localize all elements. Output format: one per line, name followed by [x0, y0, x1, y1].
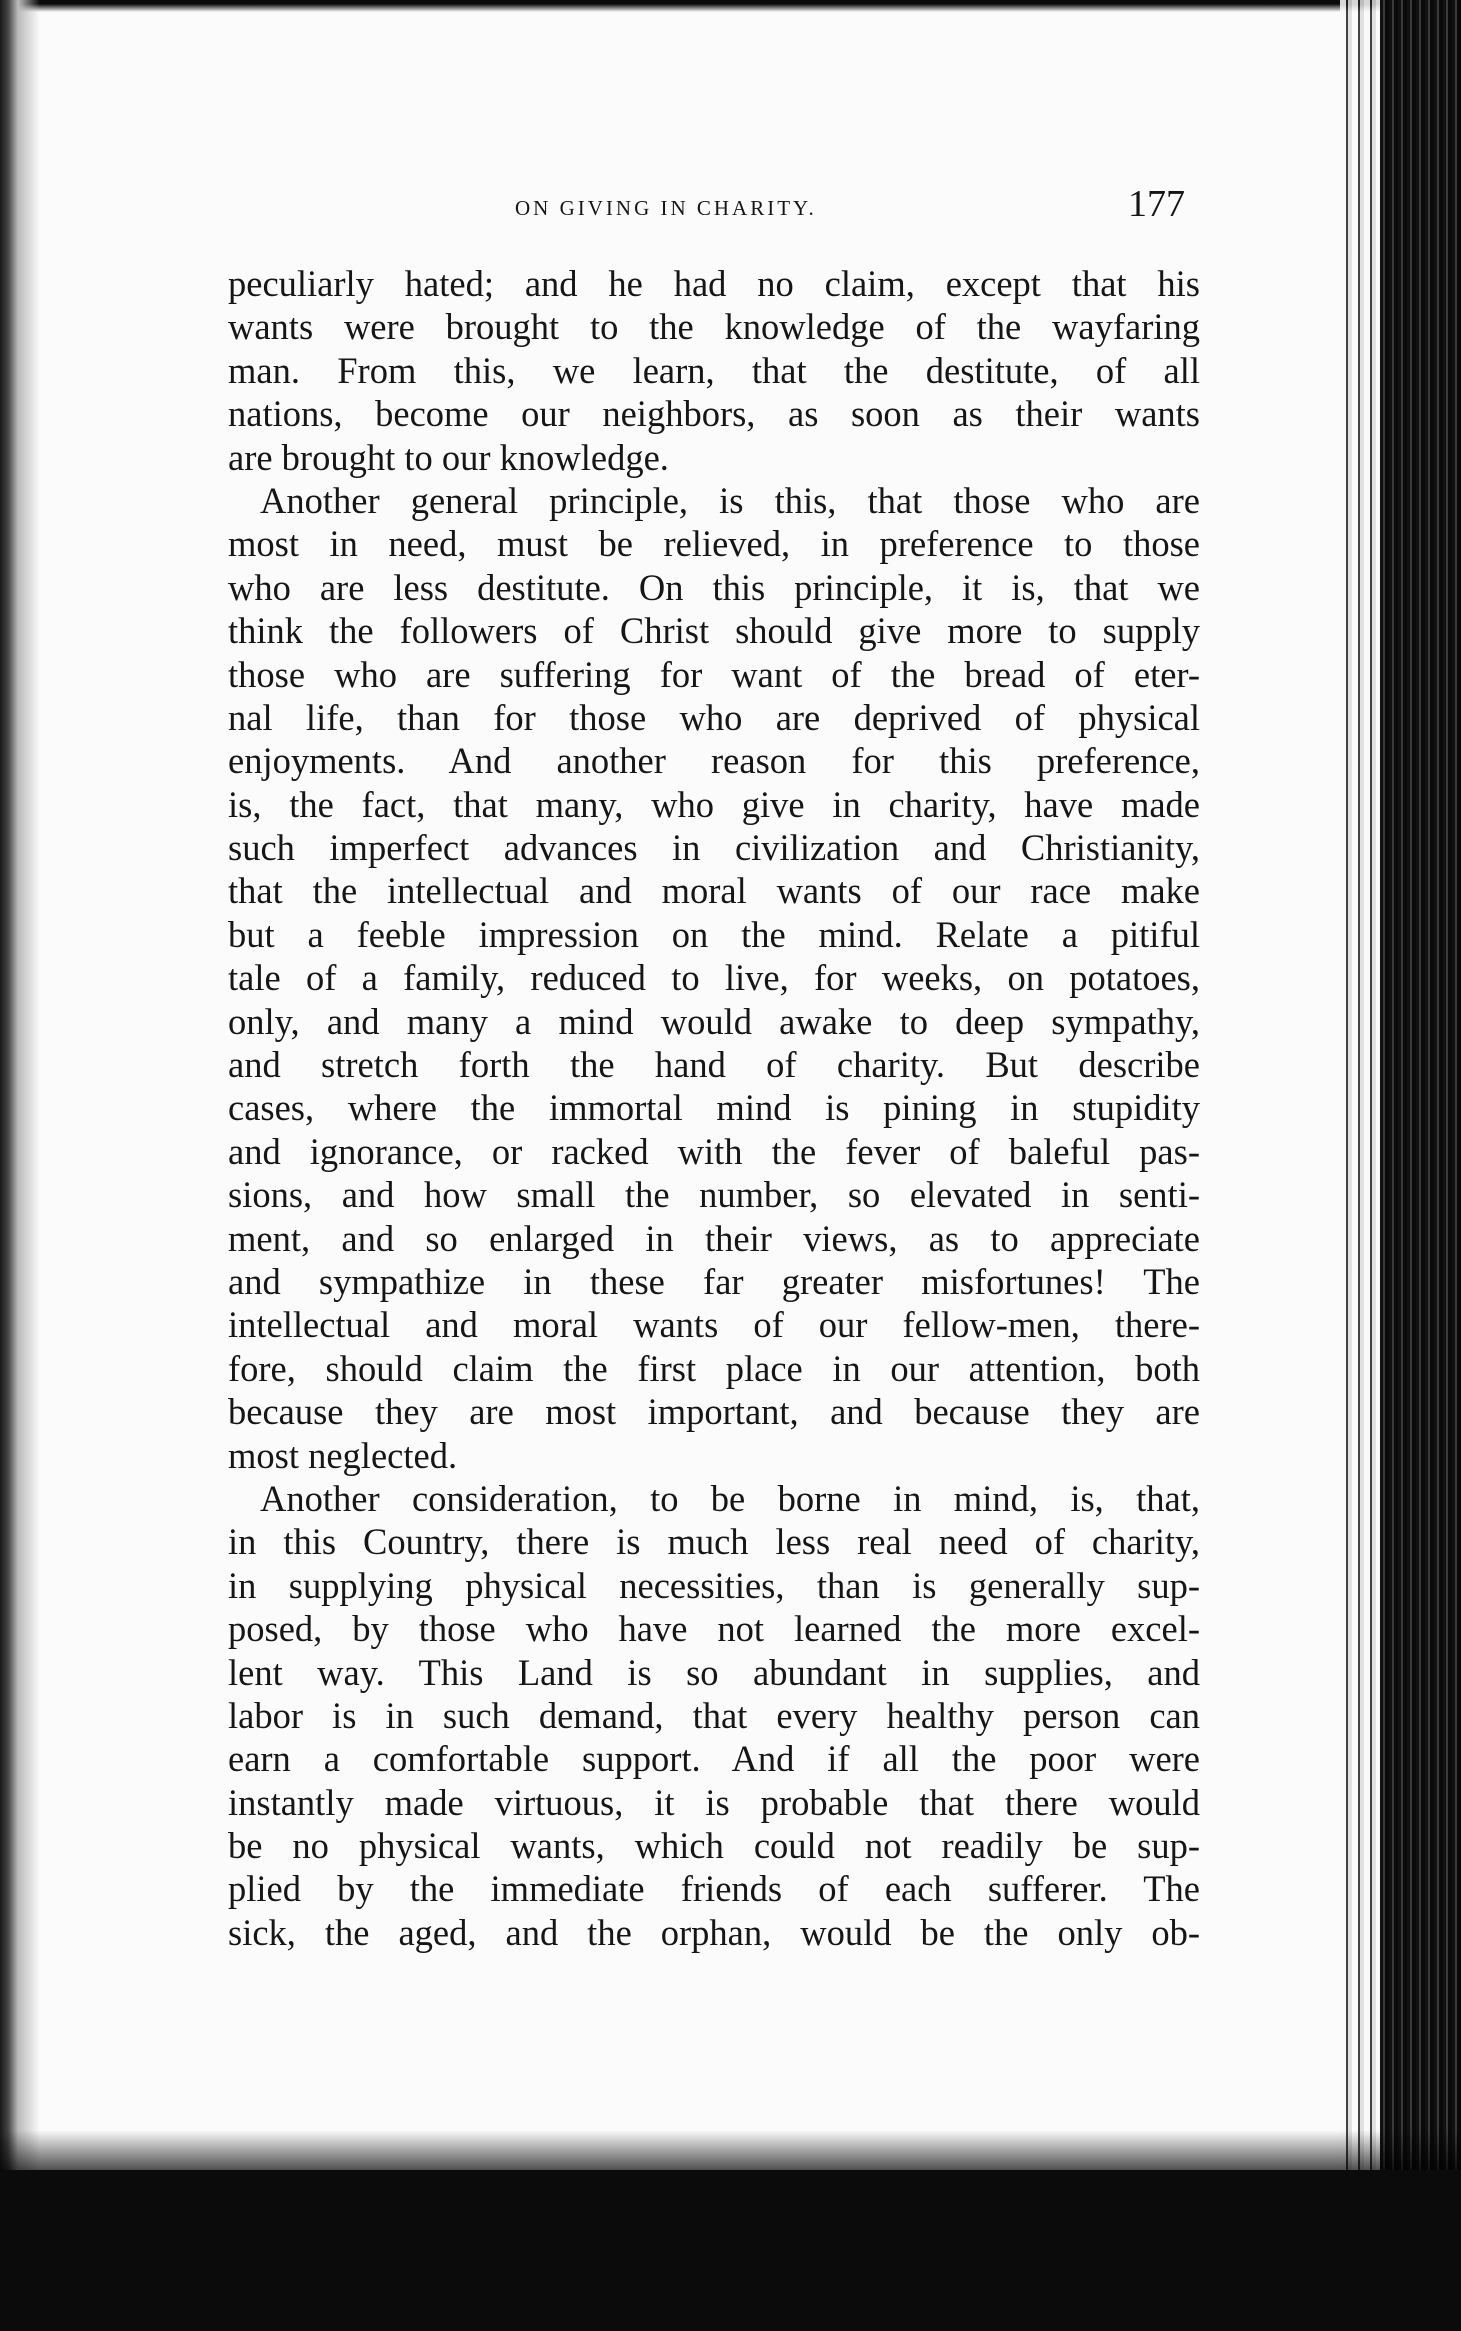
text-line: is, the fact, that many, who give in charity, have made	[228, 783, 1200, 825]
text-line: most neglected.	[228, 1434, 458, 1476]
page-number: 177	[1128, 183, 1185, 225]
text-line: intellectual and moral wants of our fellow-men, there-	[228, 1304, 1200, 1346]
text-line: enjoyments. And another reason for this preference,	[228, 740, 1200, 782]
text-line: such imperfect advances in civilization and Christianity,	[228, 827, 1200, 869]
paragraph-start-line: Another general principle, is this, that those who are	[260, 479, 1200, 521]
text-line: wants were brought to the knowledge of the wayfaring	[228, 306, 1200, 348]
text-line: because they are most important, and because they are	[228, 1391, 1200, 1433]
running-head	[228, 180, 1228, 240]
text-line: but a feeble impression on the mind. Relate a pitiful	[228, 913, 1200, 955]
text-line: only, and many a mind would awake to deep sympathy,	[228, 1000, 1200, 1042]
text-line: nal life, than for those who are deprived of physical	[228, 696, 1200, 738]
body-text	[228, 262, 1228, 1954]
text-line: those who are suffering for want of the bread of eter-	[228, 653, 1200, 695]
text-line: be no physical wants, which could not readily be sup-	[228, 1825, 1200, 1867]
text-line: in supplying physical necessities, than is generally sup-	[228, 1564, 1200, 1606]
text-line: who are less destitute. On this principle, it is, that we	[228, 566, 1200, 608]
text-line: earn a comfortable support. And if all the poor were	[228, 1738, 1200, 1780]
text-line: fore, should claim the first place in our attention, both	[228, 1347, 1200, 1389]
paragraph-start-line: Another consideration, to be borne in mind, is, that,	[260, 1477, 1200, 1519]
text-line: cases, where the immortal mind is pining in stupidity	[228, 1087, 1200, 1129]
running-title: ON GIVING IN CHARITY.	[515, 196, 817, 220]
text-line: labor is in such demand, that every healthy person can	[228, 1694, 1200, 1736]
scanner-border	[0, 2170, 1461, 2331]
text-line: peculiarly hated; and he had no claim, except that his	[228, 263, 1200, 304]
text-line: lent way. This Land is so abundant in supplies, and	[228, 1651, 1200, 1693]
text-line: instantly made virtuous, it is probable that there would	[228, 1781, 1200, 1823]
text-line: and sympathize in these far greater misfortunes! The	[228, 1260, 1200, 1302]
text-line: are brought to our knowledge.	[228, 436, 669, 478]
text-line: plied by the immediate friends of each sufferer. The	[228, 1868, 1200, 1910]
text-line: man. From this, we learn, that the destitute, of all	[228, 349, 1200, 391]
text-line: that the intellectual and moral wants of our race make	[228, 870, 1200, 912]
book-edge	[1380, 0, 1461, 2331]
text-line: most in need, must be relieved, in preference to those	[228, 523, 1200, 565]
text-line: and stretch forth the hand of charity. But describe	[228, 1044, 1200, 1086]
text-line: posed, by those who have not learned the more excel-	[228, 1608, 1200, 1650]
top-scan-edge	[0, 0, 1461, 12]
text-line: tale of a family, reduced to live, for weeks, on potatoes,	[228, 957, 1200, 999]
text-line: sions, and how small the number, so elevated in senti-	[228, 1174, 1200, 1216]
binding-shadow	[0, 0, 40, 2331]
text-line: and ignorance, or racked with the fever of baleful pas-	[228, 1130, 1200, 1172]
text-line: think the followers of Christ should give more to supply	[228, 610, 1200, 652]
text-line: nations, become our neighbors, as soon as their wants	[228, 393, 1200, 435]
page-stack-edge	[1340, 0, 1380, 2200]
book-page	[228, 180, 1228, 1953]
text-line: sick, the aged, and the orphan, would be the only ob-	[228, 1911, 1200, 1953]
text-line: in this Country, there is much less real need of charity,	[228, 1521, 1200, 1563]
text-line: ment, and so enlarged in their views, as to appreciate	[228, 1217, 1200, 1259]
